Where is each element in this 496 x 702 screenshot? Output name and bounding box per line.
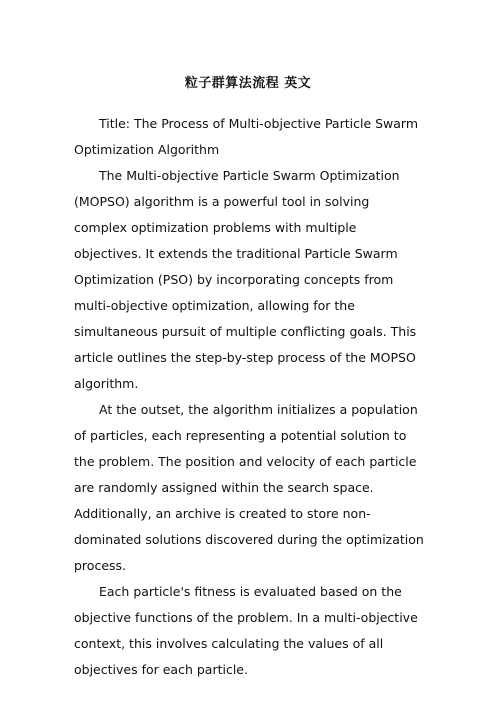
paragraph-fitness: Each particle's fitness is evaluated based on the objective functions of the problem. In a multi-objective context, this involves calculating the values of all objectives for each particle. xyxy=(74,584,418,677)
document-body xyxy=(74,111,424,683)
paragraph-initialization: At the outset, the algorithm initializes a population of particles, each representing a potential solution to the problem. The position and velocity of each particle are randomly assigned within the search space. Additionally, an archive is created to store non-dominated solutions discovered during the optimization process. xyxy=(74,402,424,573)
document-title: 粒子群算法流程 英文 xyxy=(184,76,312,91)
paragraph-title-line: Title: The Process of Multi-objective Particle Swarm Optimization Algorithm xyxy=(74,116,419,157)
paragraph-intro: The Multi-objective Particle Swarm Optimization (MOPSO) algorithm is a powerful tool in solving complex optimization problems with multiple objectives. It extends the traditional Particle Swarm Optimization (PSO) by incorporating concepts from multi-objective optimization, allowing for the simultaneous pursuit of multiple conflicting goals. This article outlines the step-by-step process of the MOPSO algorithm. xyxy=(74,168,417,391)
